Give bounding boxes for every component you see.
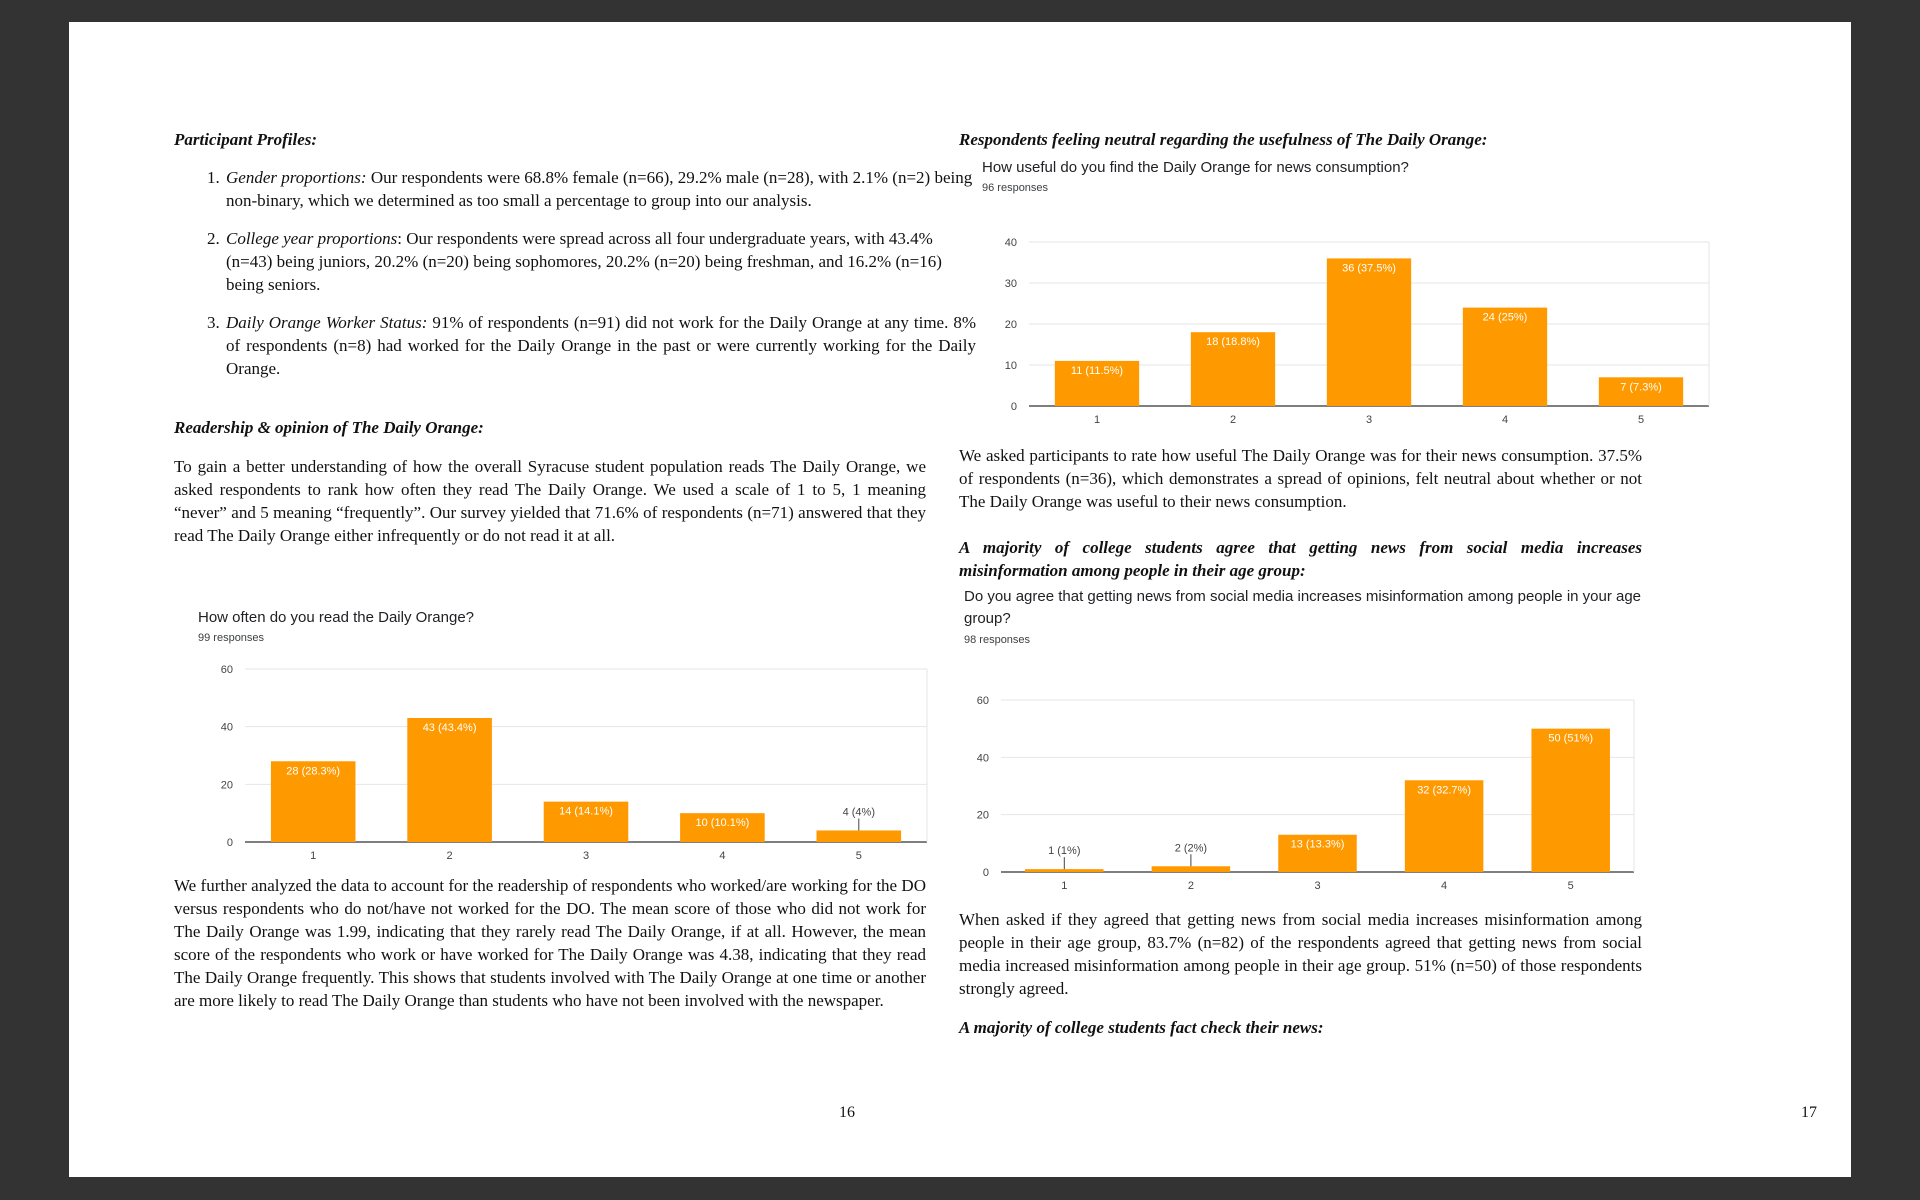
profile-text: : Our respondents were spread across all four undergraduate years, with 43.4% (n=43) being juniors, 20.2% (n=20) being sophomores, 20.2% (n=20) being freshman, and 16.2% (n=16) being seniors. bbox=[226, 229, 942, 294]
y-tick-label: 0 bbox=[226, 837, 233, 849]
chart-response-count: 96 responses bbox=[982, 182, 1049, 194]
bar bbox=[1025, 869, 1103, 872]
chart-response-count: 99 responses bbox=[198, 632, 265, 644]
bar bbox=[1327, 258, 1411, 406]
profiles-list bbox=[174, 166, 976, 395]
chart-response-count: 98 responses bbox=[964, 634, 1031, 646]
y-tick-label: 0 bbox=[982, 867, 989, 879]
bar bbox=[817, 830, 902, 842]
x-tick-label: 4 bbox=[719, 850, 726, 862]
profile-text: Our respondents were 68.8% female (n=66), 29.2% male (n=28), with 2.1% (n=2) being non-binary, which we determined as too small a percentage to group into our analysis. bbox=[226, 168, 973, 210]
bar-data-label: 10 (10.1%) bbox=[695, 817, 750, 830]
bar bbox=[1531, 729, 1609, 872]
usefulness-paragraph: We asked participants to rate how useful The Daily Orange was for their news consumption. 37.5% of respondents (n=36), which demonstrates a spread of opinions, felt neutral about whether or not The Daily Orange was useful to their news consumption. bbox=[959, 446, 1642, 511]
read-frequency-plot bbox=[198, 647, 928, 887]
bar-data-label: 18 (18.8%) bbox=[1206, 336, 1260, 349]
chart-title: How useful do you find the Daily Orange for news consumption? bbox=[982, 159, 1409, 176]
profile-item-worker-status bbox=[224, 311, 976, 380]
bar-data-label: 24 (25%) bbox=[1482, 311, 1528, 324]
profile-item-gender bbox=[224, 166, 976, 212]
x-tick-label: 4 bbox=[1501, 414, 1509, 426]
readership-heading: Readership & opinion of The Daily Orange: bbox=[174, 418, 484, 437]
misinformation-chart bbox=[964, 586, 1694, 896]
x-tick-label: 3 bbox=[582, 850, 590, 862]
bar-data-label: 28 (28.3%) bbox=[286, 765, 341, 778]
y-tick-label: 20 bbox=[976, 809, 989, 822]
y-tick-label: 40 bbox=[976, 752, 989, 765]
chart-title: Do you agree that getting news from social media increases misinformation among people in your age group? bbox=[964, 588, 1642, 627]
y-tick-label: 30 bbox=[1004, 278, 1017, 290]
x-tick-label: 5 bbox=[1567, 880, 1574, 892]
x-tick-label: 1 bbox=[310, 850, 317, 862]
y-tick-label: 10 bbox=[1004, 360, 1017, 372]
y-tick-label: 40 bbox=[220, 721, 233, 734]
page-17 bbox=[959, 22, 1851, 1177]
participant-profiles-heading: Participant Profiles: bbox=[174, 130, 318, 149]
misinformation-paragraph: When asked if they agreed that getting news from social media increases misinformation among people in their age group, 83.7% (n=82) of the respondents agreed that getting news from social media increased misinformation among people in their age group. 51% (n=50) of those respondents strongly agreed. bbox=[959, 910, 1642, 998]
profile-lead: Daily Orange Worker Status: bbox=[226, 313, 428, 332]
read-frequency-chart bbox=[198, 607, 928, 887]
bar-data-label: 14 (14.1%) bbox=[559, 805, 613, 818]
x-tick-label: 3 bbox=[1314, 880, 1321, 892]
bar-data-label: 4 (4%) bbox=[842, 806, 876, 819]
x-tick-label: 1 bbox=[1061, 880, 1068, 892]
chart-title: How often do you read the Daily Orange? bbox=[198, 609, 474, 626]
bar-data-label: 32 (32.7%) bbox=[1417, 784, 1472, 797]
usefulness-chart bbox=[982, 157, 1712, 437]
bar bbox=[1152, 866, 1230, 872]
y-tick-label: 20 bbox=[1004, 319, 1017, 331]
y-tick-label: 60 bbox=[976, 695, 989, 707]
x-tick-label: 2 bbox=[446, 850, 453, 862]
document-spread bbox=[69, 22, 1851, 1177]
y-tick-label: 0 bbox=[1010, 401, 1017, 413]
fact-check-heading: A majority of college students fact check their news: bbox=[959, 1018, 1324, 1037]
usefulness-heading: Respondents feeling neutral regarding the usefulness of The Daily Orange: bbox=[959, 130, 1488, 149]
x-tick-label: 2 bbox=[1229, 414, 1237, 426]
y-tick-label: 60 bbox=[220, 664, 233, 676]
bar-data-label: 1 (1%) bbox=[1048, 845, 1081, 858]
page-number: 17 bbox=[1801, 1104, 1817, 1121]
page-16 bbox=[69, 22, 976, 1177]
bar bbox=[407, 718, 492, 842]
bar-data-label: 7 (7.3%) bbox=[1620, 381, 1662, 394]
page-number: 16 bbox=[839, 1104, 855, 1121]
analysis-paragraph: We further analyzed the data to account for the readership of respondents who worked/are working for the DO versus respondents who do not/have not worked for the DO. The mean score of those who did not work for The Daily Orange was 1.99, indicating that they rarely read The Daily Orange, if at all. However, the mean score of the respondents who work or have worked for The Daily Orange was 4.38, indicating that they read The Daily Orange frequently. This shows that students involved with The Daily Orange at one time or another are more likely to read The Daily Orange than students who have not been involved with the newspaper. bbox=[174, 876, 926, 1010]
y-tick-label: 20 bbox=[220, 779, 233, 792]
misinformation-heading: A majority of college students agree that getting news from social media increases misinformation among people in their age group: bbox=[959, 538, 1642, 580]
x-tick-label: 5 bbox=[1637, 414, 1645, 426]
bar-data-label: 11 (11.5%) bbox=[1070, 364, 1124, 377]
bar-data-label: 36 (37.5%) bbox=[1342, 262, 1396, 275]
x-tick-label: 2 bbox=[1187, 880, 1194, 892]
bar-data-label: 50 (51%) bbox=[1548, 732, 1594, 745]
x-tick-label: 5 bbox=[855, 850, 862, 862]
profile-text: 91% of respondents (n=91) did not work for the Daily Orange at any time. 8% of respondents (n=8) had worked for the Daily Orange in the past or were currently working for the Daily Orange. bbox=[226, 313, 976, 378]
bar-data-label: 13 (13.3%) bbox=[1290, 838, 1345, 851]
readership-paragraph: To gain a better understanding of how the overall Syracuse student population reads The Daily Orange, we asked respondents to rank how often they read The Daily Orange. We used a scale of 1 to 5, 1 meaning “never” and 5 meaning “frequently”. Our survey yielded that 71.6% of respondents (n=71) answered that they read The Daily Orange either infrequently or do not read it at all. bbox=[174, 457, 926, 545]
y-tick-label: 40 bbox=[1004, 237, 1017, 249]
profile-item-college-year bbox=[224, 227, 976, 296]
bar-data-label: 2 (2%) bbox=[1174, 842, 1208, 855]
usefulness-plot bbox=[982, 197, 1712, 437]
x-tick-label: 1 bbox=[1093, 414, 1101, 426]
bar-data-label: 43 (43.4%) bbox=[422, 722, 477, 735]
profile-lead: Gender proportions: bbox=[226, 168, 367, 187]
misinformation-plot bbox=[964, 646, 1694, 896]
x-tick-label: 4 bbox=[1441, 880, 1448, 892]
x-tick-label: 3 bbox=[1365, 414, 1373, 426]
profile-lead: College year proportions bbox=[226, 229, 398, 248]
